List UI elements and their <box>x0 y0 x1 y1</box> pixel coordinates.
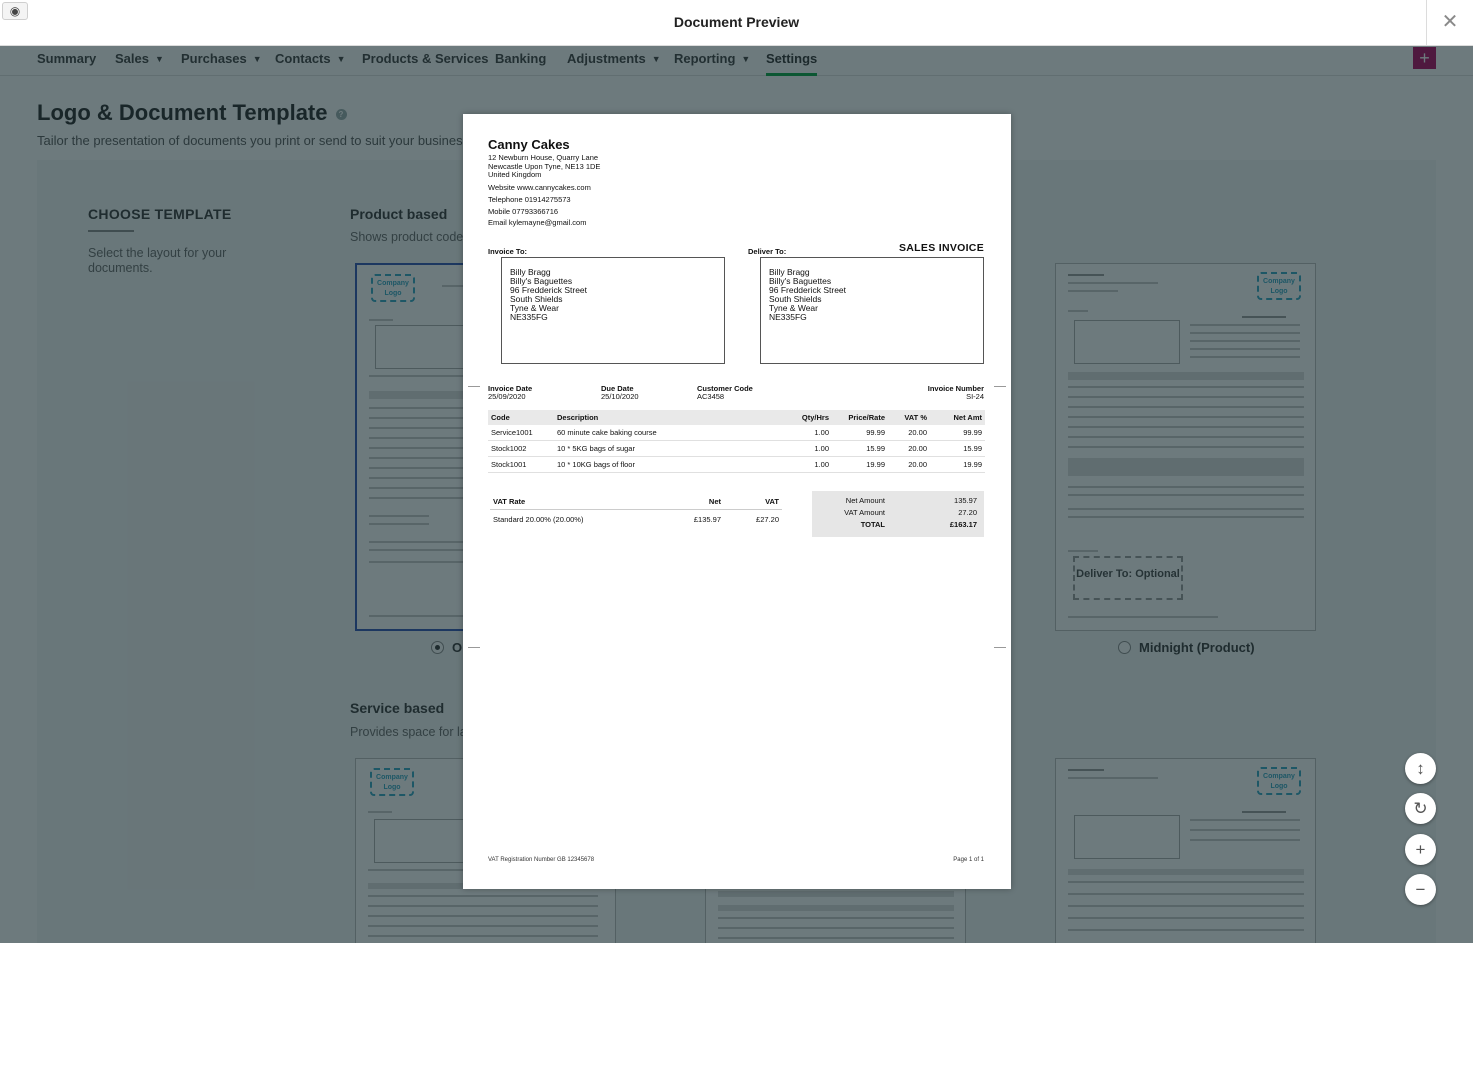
table-row: Stock1001 10 * 10KG bags of floor 1.00 19.99 20.00 19.99 <box>488 457 985 473</box>
company-address: 12 Newburn House, Quarry Lane Newcastle Upon Tyne, NE13 1DE United Kingdom <box>488 153 601 180</box>
zoom-in-icon[interactable]: + <box>1405 834 1436 865</box>
net-amount-label: Net Amount <box>845 496 885 505</box>
page-number: Page 1 of 1 <box>953 857 984 863</box>
net-amount-value: 135.97 <box>954 496 977 505</box>
vat-registration: VAT Registration Number GB 12345678 <box>488 857 595 863</box>
vat-amount-value: 27.20 <box>958 508 977 517</box>
fold-mark <box>994 647 1006 648</box>
modal-header <box>0 0 1473 46</box>
total-value: £163.17 <box>949 520 977 529</box>
fold-mark <box>468 647 480 648</box>
fold-mark <box>468 386 480 387</box>
deliver-to-label: Deliver To: <box>748 247 787 256</box>
rotate-icon[interactable]: ↻ <box>1405 793 1436 824</box>
table-header-row: VAT Rate Net VAT <box>490 494 782 510</box>
totals-box <box>812 491 984 537</box>
eye-icon[interactable]: ◉ <box>2 2 28 20</box>
customer-code-value: AC3458 <box>697 392 725 401</box>
table-row: Service1001 60 minute cake baking course 1.00 99.99 20.00 99.99 <box>488 425 985 441</box>
fit-height-icon[interactable]: ↕ <box>1405 753 1436 784</box>
deliver-to-address: Billy Bragg Billy's Baguettes 96 Fredderick Street South Shields Tyne & Wear NE335FG <box>760 257 984 364</box>
document-type-title: SALES INVOICE <box>899 242 984 254</box>
company-email: Email kylemayne@gmail.com <box>488 218 587 227</box>
table-row: Stock1002 10 * 5KG bags of sugar 1.00 15.99 20.00 15.99 <box>488 441 985 457</box>
vat-amount-label: VAT Amount <box>844 508 885 517</box>
invoice-number-label: Invoice Number <box>927 384 984 393</box>
table-header-row: Code Description Qty/Hrs Price/Rate VAT % Net Amt <box>488 410 985 425</box>
close-icon[interactable]: ✕ <box>1426 0 1473 46</box>
invoice-to-label: Invoice To: <box>488 247 528 256</box>
line-items-table <box>488 410 985 473</box>
table-row: Standard 20.00% (20.00%) £135.97 £27.20 <box>493 515 779 524</box>
company-website: Website www.cannycakes.com <box>488 183 591 192</box>
invoice-date-label: Invoice Date <box>488 384 533 393</box>
total-label: TOTAL <box>860 520 885 529</box>
due-date-value: 25/10/2020 <box>601 392 639 401</box>
invoice-number-value: SI-24 <box>966 392 984 401</box>
company-mobile: Mobile 07793366716 <box>488 207 559 216</box>
customer-code-label: Customer Code <box>697 384 753 393</box>
fold-mark <box>994 386 1006 387</box>
invoice-date-value: 25/09/2020 <box>488 392 526 401</box>
modal-title: Document Preview <box>673 14 800 30</box>
zoom-out-icon[interactable]: − <box>1405 874 1436 905</box>
modal-footer-area <box>0 943 1473 1073</box>
company-name: Canny Cakes <box>488 137 570 152</box>
invoice-preview-document <box>463 114 1011 889</box>
due-date-label: Due Date <box>601 384 634 393</box>
company-telephone: Telephone 01914275573 <box>488 195 571 204</box>
vat-summary-table <box>490 494 782 529</box>
invoice-to-address: Billy Bragg Billy's Baguettes 96 Fredderick Street South Shields Tyne & Wear NE335FG <box>501 257 725 364</box>
